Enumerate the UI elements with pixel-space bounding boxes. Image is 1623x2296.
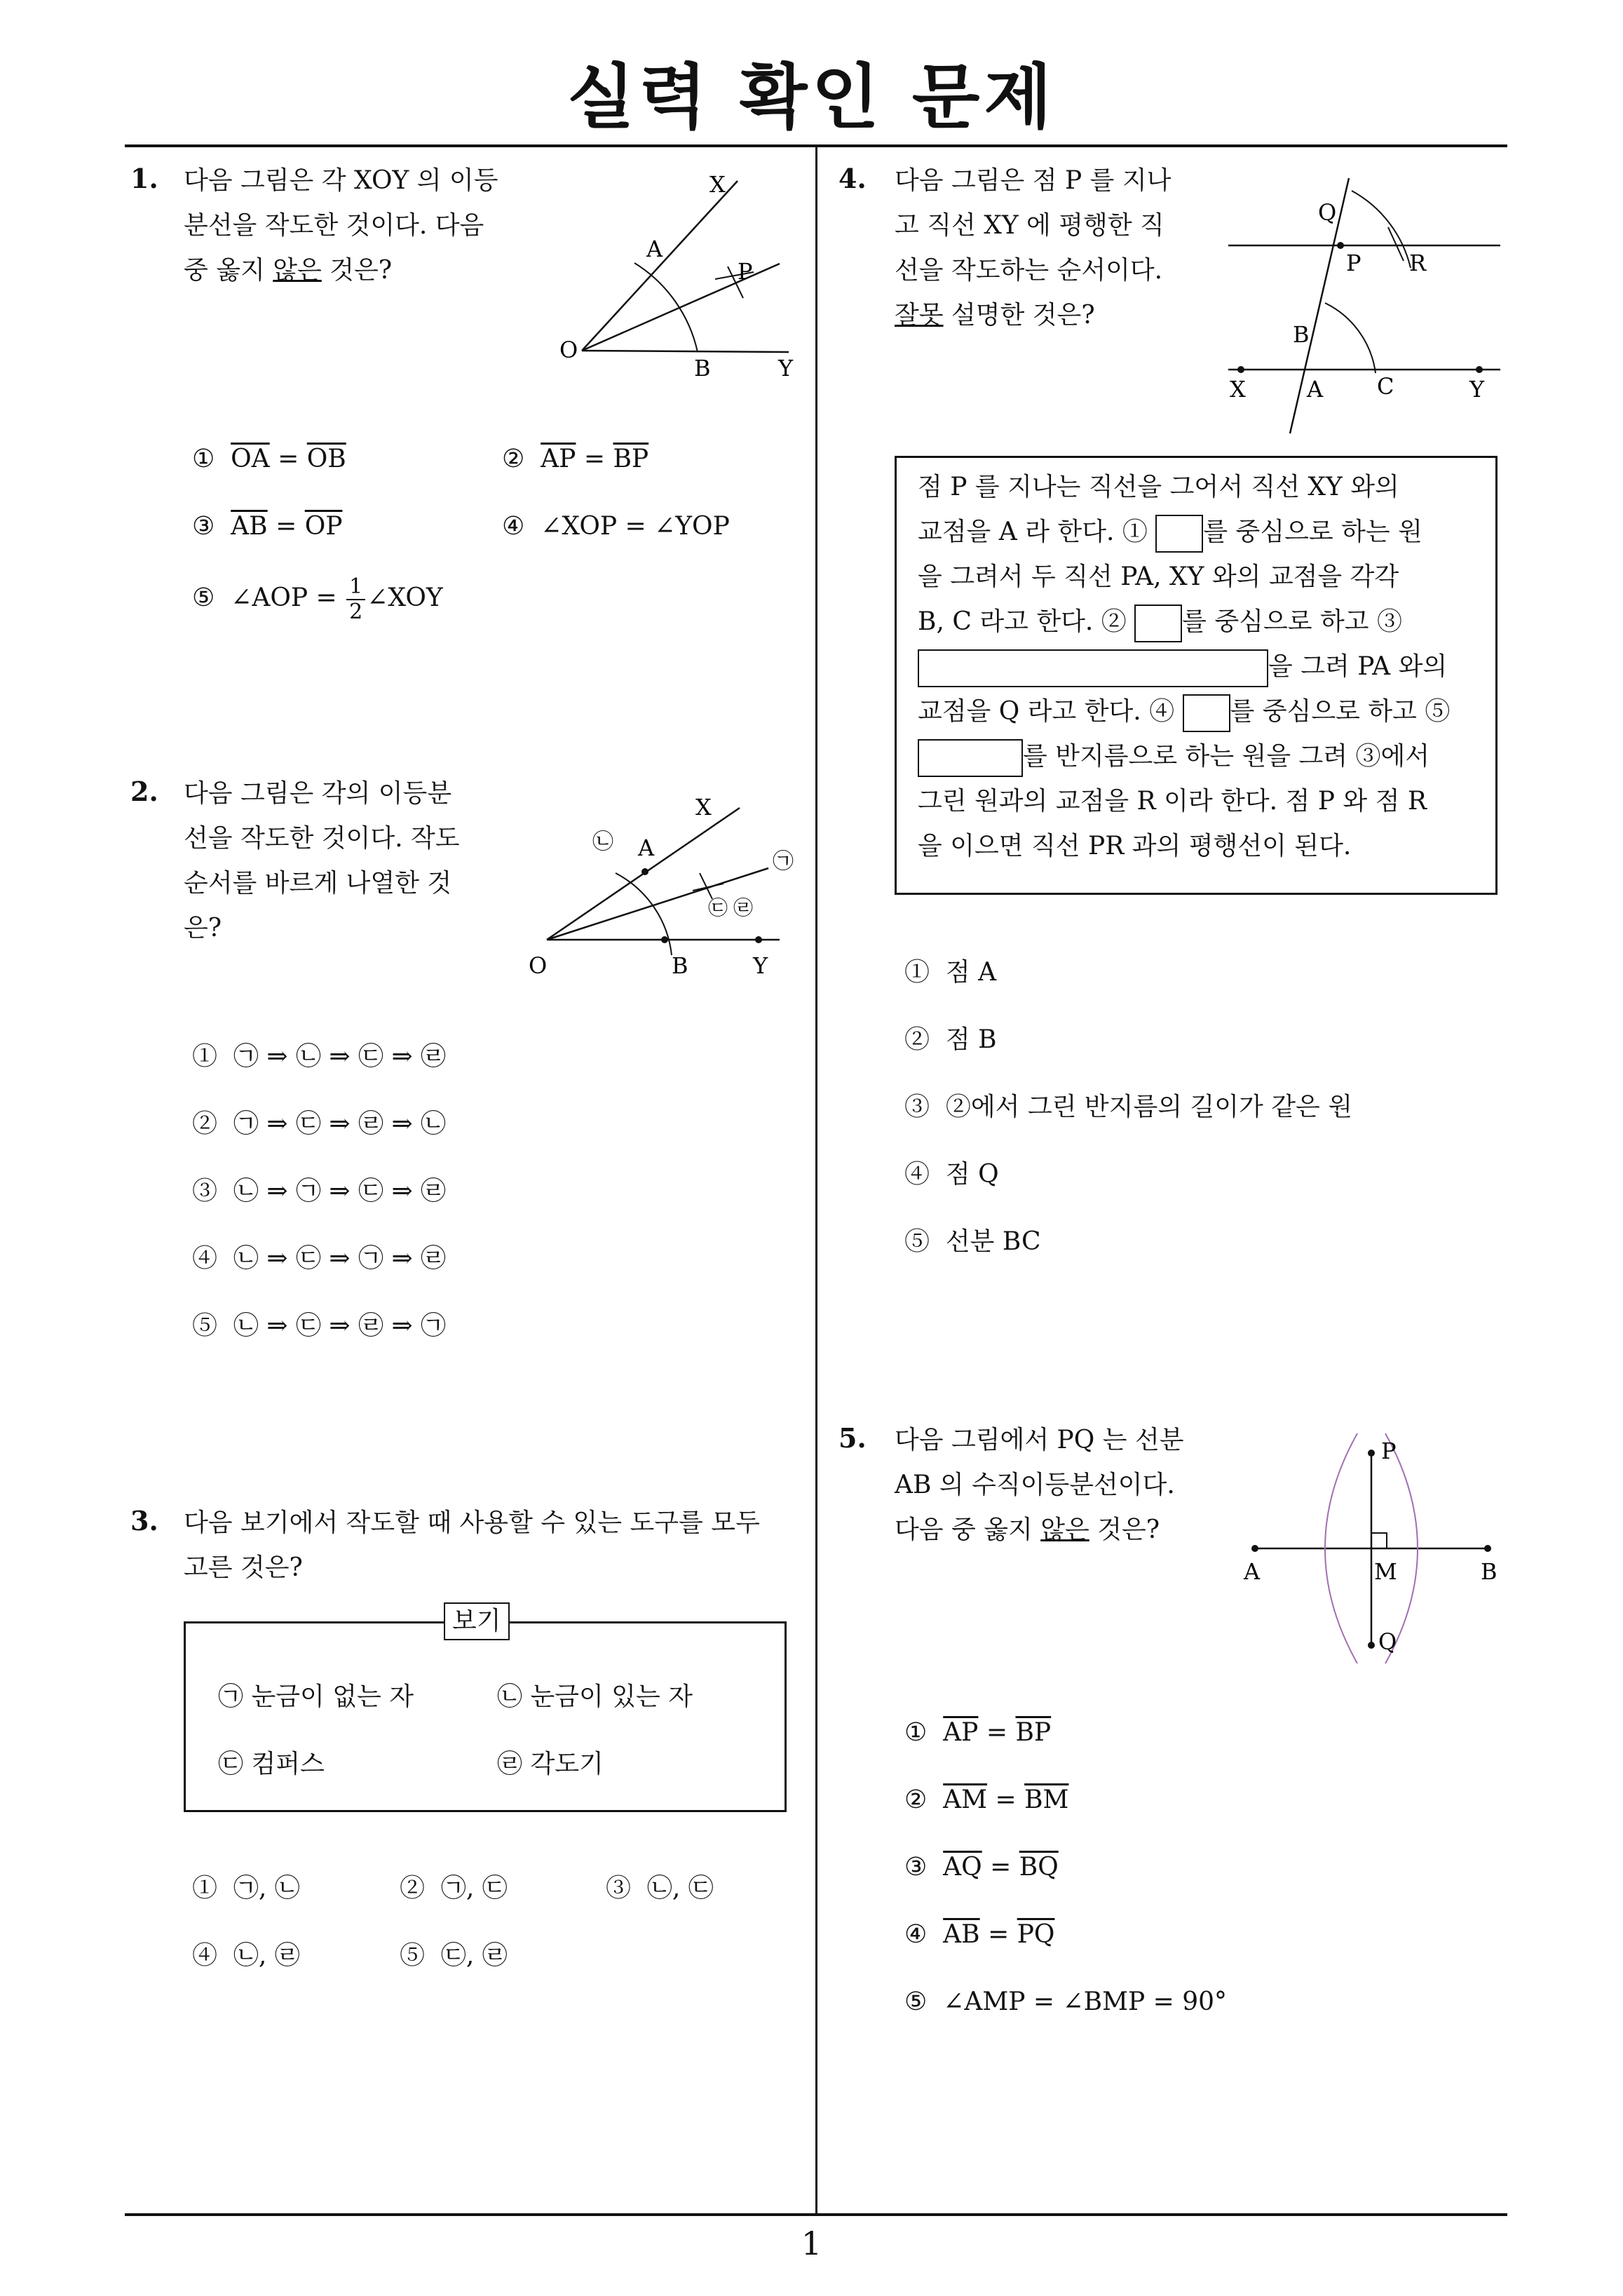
- segment-a: $\overline{AB}$: [943, 1920, 980, 1949]
- option-text: ㉠ ⇒ ㉡ ⇒ ㉢ ⇒ ㉣: [233, 1042, 447, 1071]
- procedure-line: [918, 644, 1479, 689]
- option-mark: ⑤: [192, 583, 215, 612]
- option-3[interactable]: [192, 1171, 446, 1207]
- question-number: 1.: [130, 163, 158, 194]
- option-text: ㉠, ㉡: [233, 1874, 300, 1903]
- procedure-line: 을 이으면 직선 PR 과의 평행선이 된다.: [918, 832, 1352, 860]
- option-mark: ⑤: [904, 1227, 930, 1256]
- bogi-item: ㉠ 눈금이 없는 자: [218, 1682, 414, 1711]
- bogi-item: ㉢ 컴퍼스: [218, 1750, 325, 1778]
- label-o: O: [559, 337, 578, 363]
- question-number: 3.: [130, 1505, 158, 1537]
- segment-a: $\overline{AB}$: [231, 512, 268, 541]
- question-line: 분선을 작도한 것이다. 다음: [184, 211, 484, 240]
- label-y: Y: [778, 355, 794, 381]
- option-1[interactable]: [904, 952, 996, 988]
- option-1[interactable]: [192, 1868, 300, 1904]
- option-4[interactable]: [904, 1154, 999, 1190]
- label-r: R: [1409, 250, 1427, 276]
- question-line-text: 다음 중 옳지: [895, 1515, 1041, 1544]
- label-x: X: [695, 794, 712, 821]
- question-text: [184, 1501, 760, 1591]
- blank-3[interactable]: [918, 649, 1268, 687]
- segment-b: $\overline{BP}$: [1015, 1718, 1052, 1747]
- fraction: [346, 575, 365, 624]
- bogi-label: 보기: [444, 1602, 510, 1640]
- option-4[interactable]: [904, 1920, 1054, 1949]
- question-line: AB 의 수직이등분선이다.: [895, 1471, 1175, 1499]
- procedure-text-part: 을 그려 PA 와의: [1268, 652, 1448, 681]
- fraction-denominator: 2: [349, 600, 363, 624]
- option-text: ∠AOP =: [231, 583, 346, 612]
- option-mark: ③: [192, 1177, 218, 1206]
- procedure-line: [918, 689, 1479, 734]
- label-x: X: [1230, 376, 1246, 403]
- question-text: [184, 158, 498, 293]
- bogi-box: [184, 1607, 787, 1812]
- option-mark: ①: [192, 445, 215, 473]
- option-3[interactable]: [904, 1853, 1059, 1882]
- label-p: P: [738, 258, 753, 285]
- question-line-tail: 것은?: [321, 256, 393, 285]
- blank-4[interactable]: [1183, 694, 1230, 732]
- question-line: 다음 그림에서 PQ 는 선분: [895, 1426, 1184, 1454]
- option-text: ㉢, ㉣: [440, 1941, 508, 1970]
- procedure-text: [918, 465, 1479, 869]
- option-3[interactable]: [904, 1087, 1352, 1123]
- option-operator: =: [576, 445, 613, 473]
- bottom-rule: [125, 2213, 1507, 2216]
- label-step-4: ㉣: [733, 896, 754, 919]
- option-operator: =: [267, 512, 305, 541]
- option-operator: =: [978, 1718, 1016, 1747]
- option-text: ㉠ ⇒ ㉢ ⇒ ㉣ ⇒ ㉡: [233, 1109, 447, 1138]
- bogi-item: ㉡ 눈금이 있는 자: [497, 1682, 693, 1711]
- label-x: X: [709, 171, 726, 198]
- question-line: [895, 293, 1171, 338]
- segment-a: $\overline{AM}$: [943, 1785, 988, 1814]
- option-mark: ②: [502, 445, 525, 473]
- question-line: 은?: [184, 914, 222, 943]
- label-y: Y: [1469, 376, 1485, 403]
- option-mark: ①: [192, 1874, 218, 1903]
- option-text: ㉠, ㉢: [440, 1874, 508, 1903]
- question-line: 선을 작도하는 순서이다.: [895, 256, 1163, 285]
- blank-5[interactable]: [918, 739, 1023, 777]
- segment-a: $\overline{AQ}$: [943, 1853, 982, 1882]
- option-text: ㉡, ㉣: [233, 1941, 300, 1970]
- procedure-text-part: 를 중심으로 하고 ③: [1182, 607, 1402, 636]
- segment-b: $\overline{OP}$: [304, 512, 343, 541]
- option-mark: ④: [192, 1941, 218, 1970]
- option-text: 점 B: [945, 1025, 997, 1054]
- label-step-1: ㉠: [773, 849, 794, 874]
- option-2[interactable]: [502, 445, 648, 473]
- question-line: 고른 것은?: [184, 1553, 303, 1582]
- question-line-text: 중 옳지: [184, 256, 273, 285]
- question-line: [895, 1508, 1184, 1553]
- option-3[interactable]: [606, 1868, 714, 1904]
- label-b: B: [672, 952, 688, 979]
- question-line: 다음 그림은 각 XOY 의 이등: [184, 166, 498, 195]
- question-number: 5.: [838, 1422, 867, 1454]
- underlined-word: 잘못: [895, 301, 944, 330]
- option-mark: ④: [904, 1160, 930, 1189]
- option-mark: ②: [904, 1785, 928, 1814]
- question-text: [184, 771, 460, 951]
- segment-a: $\overline{AP}$: [541, 445, 576, 473]
- parallel-line-figure: [1220, 163, 1514, 443]
- option-mark: ③: [192, 512, 215, 541]
- procedure-line: 을 그려서 두 직선 PA, XY 와의 교점을 각각: [918, 562, 1399, 591]
- underlined-word: 않은: [1040, 1515, 1089, 1544]
- perpendicular-bisector-figure: [1234, 1424, 1514, 1676]
- label-step-3: ㉢: [708, 896, 728, 919]
- question-number: 4.: [838, 163, 867, 194]
- label-a: A: [638, 835, 655, 861]
- question-text: [895, 1418, 1184, 1553]
- option-3[interactable]: [192, 512, 342, 541]
- option-text: ∠AMP = ∠BMP = 90°: [943, 1987, 1228, 2016]
- option-2[interactable]: [904, 1785, 1068, 1814]
- option-mark: ①: [192, 1042, 218, 1071]
- option-text: ㉡ ⇒ ㉢ ⇒ ㉠ ⇒ ㉣: [233, 1244, 447, 1273]
- option-mark: ①: [904, 958, 930, 987]
- underlined-word: 않은: [273, 256, 322, 285]
- option-text: 선분 BC: [945, 1227, 1041, 1256]
- blank-2[interactable]: [1134, 605, 1182, 642]
- procedure-text-part: B, C 라고 한다. ②: [918, 607, 1135, 636]
- option-1[interactable]: [192, 445, 346, 473]
- option-mark: ②: [192, 1109, 218, 1138]
- option-mark: ②: [400, 1874, 426, 1903]
- question-line: 선을 작도한 것이다. 작도: [184, 824, 460, 853]
- label-m: M: [1374, 1558, 1397, 1585]
- option-2[interactable]: [400, 1868, 508, 1904]
- label-q: Q: [1378, 1628, 1397, 1655]
- option-2[interactable]: [904, 1020, 997, 1055]
- option-mark: ①: [904, 1718, 928, 1747]
- label-a: A: [1244, 1558, 1261, 1585]
- label-b: B: [694, 355, 711, 381]
- procedure-text-part: 교점을 Q 라고 한다. ④: [918, 697, 1183, 726]
- option-4[interactable]: [192, 1238, 446, 1274]
- procedure-line: [918, 734, 1479, 779]
- option-2[interactable]: [192, 1104, 446, 1140]
- question-line: 다음 그림은 각의 이등분: [184, 779, 452, 808]
- label-p: P: [1346, 250, 1361, 276]
- option-4[interactable]: [192, 1936, 300, 1971]
- segment-b: $\overline{BM}$: [1024, 1785, 1069, 1814]
- procedure-text-part: 교점을 A 라 한다. ①: [918, 518, 1156, 546]
- option-text: 점 A: [945, 958, 997, 987]
- angle-bisector-figure: [554, 168, 813, 386]
- option-text: ㉡ ⇒ ㉢ ⇒ ㉣ ⇒ ㉠: [233, 1311, 447, 1340]
- label-a: A: [1307, 376, 1324, 403]
- option-mark: ③: [904, 1853, 928, 1882]
- label-p: P: [1381, 1438, 1397, 1464]
- procedure-text-part: 를 중심으로 하는 원: [1203, 518, 1422, 546]
- option-5[interactable]: [400, 1936, 508, 1971]
- question-line: 다음 그림은 점 P 를 지나: [895, 166, 1172, 195]
- question-line-tail: 설명한 것은?: [943, 301, 1095, 330]
- question-line: [184, 248, 498, 293]
- label-c: C: [1377, 373, 1394, 400]
- option-1[interactable]: [192, 1036, 446, 1072]
- option-text: ∠XOY: [367, 583, 443, 612]
- label-b: B: [1293, 321, 1310, 348]
- procedure-text-part: 를 중심으로 하고 ⑤: [1230, 697, 1451, 726]
- option-5[interactable]: [192, 575, 443, 624]
- option-mark: ④: [192, 1244, 218, 1273]
- bisector-steps-figure: [519, 778, 813, 989]
- procedure-line: [918, 600, 1479, 644]
- label-b: B: [1481, 1558, 1498, 1585]
- question-line: 고 직선 XY 에 평행한 직: [895, 211, 1164, 240]
- option-mark: ④: [904, 1920, 928, 1949]
- procedure-line: 그린 원과의 교점을 R 이라 한다. 점 P 와 점 R: [918, 787, 1427, 816]
- option-mark: ③: [904, 1093, 930, 1121]
- option-text: ②에서 그린 반지름의 길이가 같은 원: [945, 1093, 1352, 1121]
- option-mark: ③: [606, 1874, 632, 1903]
- question-line-tail: 것은?: [1089, 1515, 1160, 1544]
- option-mark: ⑤: [904, 1987, 928, 2016]
- page-number: 1: [801, 2224, 822, 2262]
- procedure-text-part: 를 반지름으로 하는 원을 그려 ③에서: [1023, 742, 1430, 771]
- question-number: 2.: [130, 776, 158, 807]
- option-operator: =: [979, 1920, 1017, 1949]
- segment-b: $\overline{BQ}$: [1019, 1853, 1059, 1882]
- option-mark: ④: [502, 512, 525, 541]
- option-operator: =: [269, 445, 307, 473]
- option-5[interactable]: [192, 1306, 446, 1342]
- page-title: 실력 확인 문제: [566, 56, 1057, 138]
- option-mark: ⑤: [192, 1311, 218, 1340]
- option-1[interactable]: [904, 1718, 1051, 1747]
- label-q: Q: [1318, 199, 1337, 226]
- procedure-line: [918, 510, 1479, 555]
- label-step-2: ㉡: [592, 830, 613, 854]
- option-text: 점 Q: [945, 1160, 999, 1189]
- segment-b: $\overline{OB}$: [306, 445, 346, 473]
- label-o: O: [529, 952, 548, 979]
- segment-a: $\overline{AP}$: [943, 1718, 979, 1747]
- segment-b: $\overline{BP}$: [613, 445, 649, 473]
- option-operator: =: [982, 1853, 1019, 1882]
- column-divider: [815, 146, 817, 2213]
- question-text: [895, 158, 1171, 338]
- option-text: ㉡ ⇒ ㉠ ⇒ ㉢ ⇒ ㉣: [233, 1177, 447, 1206]
- option-mark: ⑤: [400, 1941, 426, 1970]
- label-a: A: [646, 236, 663, 262]
- label-y: Y: [753, 952, 768, 979]
- option-4[interactable]: [502, 512, 730, 541]
- procedure-line: 점 P 를 지나는 직선을 그어서 직선 XY 와의: [918, 473, 1399, 501]
- question-line: 순서를 바르게 나열한 것: [184, 869, 452, 898]
- option-text: ∠XOP = ∠YOP: [541, 512, 730, 541]
- fraction-numerator: 1: [346, 575, 365, 600]
- segment-a: $\overline{OA}$: [231, 445, 270, 473]
- option-5[interactable]: [904, 1987, 1227, 2016]
- blank-1[interactable]: [1155, 515, 1203, 553]
- procedure-box: [895, 456, 1498, 895]
- option-mark: ②: [904, 1025, 930, 1054]
- option-5[interactable]: [904, 1222, 1041, 1257]
- option-operator: =: [987, 1785, 1025, 1814]
- question-line: 다음 보기에서 작도할 때 사용할 수 있는 도구를 모두: [184, 1508, 760, 1537]
- option-text: ㉡, ㉢: [646, 1874, 714, 1903]
- segment-b: $\overline{PQ}$: [1017, 1920, 1055, 1949]
- bogi-item: ㉣ 각도기: [497, 1750, 604, 1778]
